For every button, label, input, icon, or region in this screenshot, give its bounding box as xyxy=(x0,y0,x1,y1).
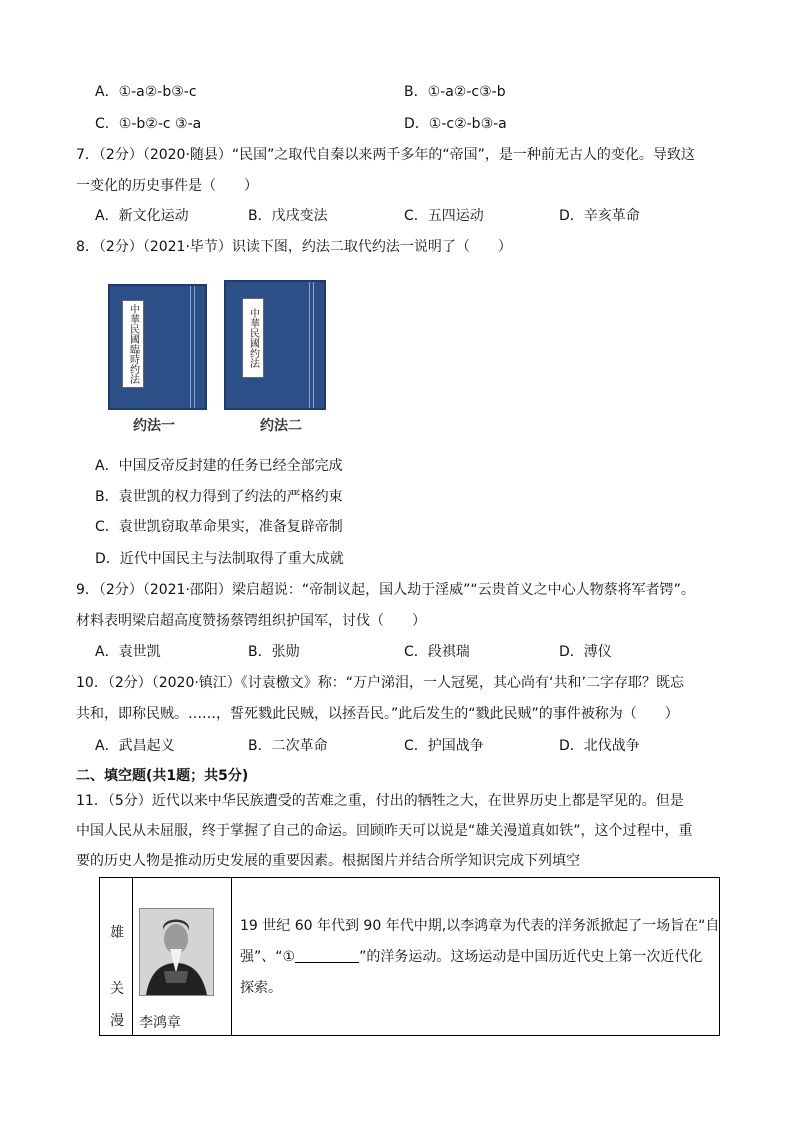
table-text-line2 xyxy=(240,947,702,967)
q8-option-d: D．近代中国民主与法制取得了重大成就 xyxy=(95,551,344,567)
q7-stem-line2: 一变化的历史事件是（ ） xyxy=(76,178,258,194)
q9-option-b: B．张勋 xyxy=(248,644,300,660)
q6-option-d: D．①-c②-b③-a xyxy=(404,116,507,132)
q8-option-c: C．袁世凯窃取革命果实，准备复辟帝制 xyxy=(95,519,343,535)
section-heading-fill-in: 二、填空题(共1题；共5分) xyxy=(76,768,249,784)
q7-option-c: C．五四运动 xyxy=(404,208,484,224)
answer-blank-1[interactable] xyxy=(295,948,359,963)
q10-option-d: D．北伐战争 xyxy=(559,738,640,754)
book1-caption: 约法一 xyxy=(133,418,175,434)
table-text-line3: 探索。 xyxy=(240,980,282,996)
li-hongzhang-portrait-image xyxy=(139,908,214,996)
q7-stem-line1: 7．（2分）（2020·随县）“民国”之取代自秦以来两千多年的“帝国”，是一种前无古人的变化。导致这 xyxy=(76,147,695,163)
q7-option-d: D．辛亥革命 xyxy=(559,208,640,224)
table-text-line1: 19 世纪 60 年代到 90 年代中期,以李鸿章为代表的洋务派掀起了一场旨在“自 xyxy=(240,918,720,934)
q9-option-d: D．溥仪 xyxy=(559,644,612,660)
vertical-label-cell xyxy=(100,878,133,1036)
q9-stem-line1: 9．（2分）（2021·邵阳）梁启超说：“帝制议起，国人劫于淫威”“云贵首义之中心人物蔡将军者锷”。 xyxy=(76,582,695,598)
vertical-char-1: 雄 xyxy=(110,925,124,941)
portrait-cell xyxy=(133,878,232,1036)
q10-option-b: B．二次革命 xyxy=(248,738,328,754)
book-provisional-constitution-image xyxy=(108,284,207,410)
q6-option-c: C．①-b②-c ③-a xyxy=(95,116,202,132)
vertical-char-3: 漫 xyxy=(110,1013,124,1029)
q8-option-a: A．中国反帝反封建的任务已经全部完成 xyxy=(95,458,343,474)
vertical-char-2: 关 xyxy=(110,981,124,997)
q7-option-b: B．戊戌变法 xyxy=(248,208,328,224)
q8-option-b: B．袁世凯的权力得到了约法的严格约束 xyxy=(95,489,343,505)
q9-option-c: C．段祺瑞 xyxy=(404,644,470,660)
q10-option-a: A．武昌起义 xyxy=(95,738,175,754)
book2-title: 中華民國约法 xyxy=(242,298,264,378)
q9-stem-line2: 材料表明梁启超高度赞扬蔡锷组织护国军，讨伐（ ） xyxy=(76,613,426,629)
q9-option-a: A．袁世凯 xyxy=(95,644,161,660)
table-text-line2a: 强”、“① xyxy=(240,949,296,965)
q7-option-a: A．新文化运动 xyxy=(95,208,189,224)
portrait-name: 李鸿章 xyxy=(139,1015,181,1031)
q6-option-b: B．①-a②-c③-b xyxy=(404,84,506,100)
q11-stem-line1: 11．（5分）近代以来中华民族遭受的苦难之重，付出的牺牲之大，在世界历史上都是罕见的。但是 xyxy=(76,793,684,809)
book2-caption: 约法二 xyxy=(260,418,302,434)
q11-stem-line2: 中国人民从未屈服，终于掌握了自己的命运。回顾昨天可以说是“雄关漫道真如铁”，这个过程中，重 xyxy=(76,823,693,839)
q11-stem-line3: 要的历史人物是推动历史发展的重要因素。根据图片并结合所学知识完成下列填空 xyxy=(76,853,580,869)
q6-option-a: A．①-a②-b③-c xyxy=(95,84,197,100)
book-constitution-image xyxy=(224,280,326,410)
q10-option-c: C．护国战争 xyxy=(404,738,484,754)
table-text-line2b: ”的洋务运动。这场运动是中国历近代史上第一次近代化 xyxy=(359,949,703,965)
q11-table xyxy=(99,877,720,1036)
text-cell xyxy=(232,878,720,1036)
q10-stem-line2: 共和，即称民贼。……，誓死戮此民贼，以拯吾民。”此后发生的“戮此民贼”的事件被称为（ ） xyxy=(76,706,679,722)
book1-title: 中華民國臨時约法 xyxy=(122,300,144,388)
q8-stem: 8．（2分）（2021·毕节）识读下图，约法二取代约法一说明了（ ） xyxy=(76,239,512,255)
q10-stem-line1: 10．（2分）（2020·镇江）《讨袁檄文》称：“万户涕泪，一人冠冕，其心尚有‘共和’二字存耶？既忘 xyxy=(76,675,684,691)
